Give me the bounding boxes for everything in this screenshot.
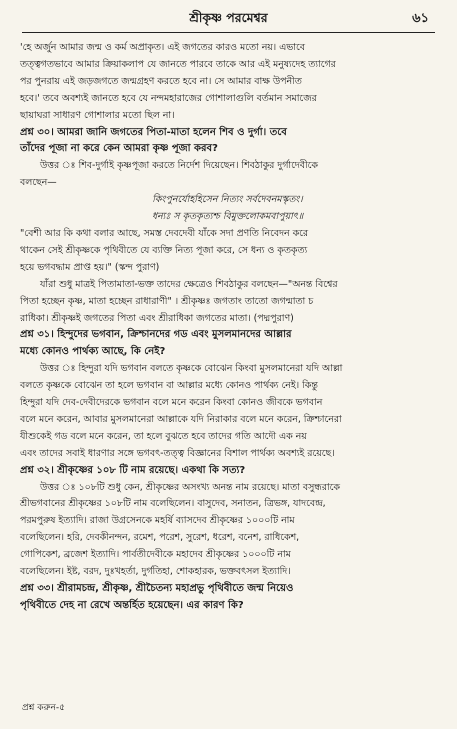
text-line: যাঁরা শুধু মাত্রই পিতামাতা-ভক্ত তাদের ক্ষেত্রেও শিবঠাকুর বলছেন—"অনন্ত বিশ্বের	[40, 278, 338, 290]
text-line: রাধিকা। শ্রীকৃষ্ণই জগতের পিতা এবং শ্রীরাধিকা জগতের মাতা। (পদ্মপুরাণ)	[20, 312, 294, 324]
question-line: প্রশ্ন ৩৩। শ্রীরামচন্দ্র, শ্রীকৃষ্ণ, শ্রীচৈতন্য মহাপ্রভু পৃথিবীতে জন্ম নিয়েও	[20, 583, 294, 594]
text-line: হয়ে ভগবদ্ধাম প্রাপ্ত হয়।" (স্কন্দ পুরাণ)	[20, 261, 160, 273]
question-line: মধ্যে কোনও পার্থক্য আছে, কি নেই?	[20, 346, 166, 358]
page-number: ৬১	[412, 11, 429, 26]
text-line: বলছেন—	[20, 177, 57, 189]
text-line: বলেছিলেন। ইষ্ট, বরদ, দুঃখহর্তা, দুর্গতিহা, শোকহারক, ভক্তবৎসল ইত্যাদি।	[20, 566, 291, 578]
text-line: বলতে কৃষ্ণকে বোঝেন তা হলে ভগবান বা আল্লার মধ্যে কোনও পার্থক্য নেই। কিন্তু	[20, 380, 318, 392]
sanskrit-verse-line: ধন্যঃ স কৃতকৃত্যশ্চ বিমুক্তলোকমবাপুয়াৎ॥	[151, 211, 304, 223]
text-line: থাকেন সেই শ্রীকৃষ্ণকে পৃথিবীতে যে ব্যক্তি নিত্য পূজা করে, সে ধন্য ও কৃতকৃত্য	[20, 244, 308, 256]
text-line: পরমপুরুষ ইত্যাদি। রাজা উগ্রসেনকে মহর্ষি ব্যাসদেব শ্রীকৃষ্ণের ১০০০টি নাম	[20, 515, 295, 527]
text-line: বলে মনে করেন, আবার মুসলমানেরা আল্লাকে যদি নিরাকার বলে মনে করেন, ক্রিশ্চানেরা	[20, 413, 342, 425]
text-line: ছায়াঘরা সাধারণ গোশালার মতো ছিল না।	[20, 109, 175, 121]
text-line: হবে।' তবে অবশ্যই জানতে হবে যে নন্দমহারাজের গোশালাগুলি বর্তমান সমাজের	[20, 92, 317, 104]
footer-signature: প্রশ্ন করুন-৫	[22, 703, 65, 713]
text-line: তত্ত্বগতভাবে আমার ক্রিয়াকলাপ যে জানতে পারবে তাকে আর এই মনুষ্যদেহ ত্যাগের	[20, 58, 336, 70]
text-line: যীশুকেই গড বলে মনে করেন, তা হলে বুঝতে হবে তাদের গতি আদৌ এক নয়	[20, 430, 307, 442]
text-line: বলেছিলেন। হরি, দেবকীনন্দন, রমেশ, পরেশ, সুরেশ, ধরেশ, বনেশ, রাধিকেশ,	[20, 532, 300, 544]
text-line: "বেশী আর কি কথা বলার আছে, সমস্ত দেবদেবী যাঁকে সদা প্রণতি নিবেদন করে	[20, 227, 309, 239]
question-line: প্রশ্ন ৩০। আমরা জানি জগতের পিতা-মাতা হলেন শিব ও দুর্গা। তবে	[20, 126, 287, 138]
text-line: পিতা হচ্ছেন কৃষ্ণ, মাতা হচ্ছেন রাধারাণী" । শ্রীকৃষ্ণঃ জগতাং তাতো জগন্মাতা চ	[20, 295, 314, 307]
text-line: শ্রীভগবানের শ্রীকৃষ্ণের ১০৮টি নাম বলেছিলেন। বাসুদেব, সনাতন, ত্রিভঙ্গ, যাদবেন্দ্র,	[20, 498, 326, 510]
question-line: তাঁদের পূজা না করে কেন আমরা কৃষ্ণ পূজা করব?	[20, 143, 218, 155]
text-line: 'হে অর্জুন আমার জন্ম ও কর্ম অপ্রাকৃত। এই জগতের কারও মতো নয়। এভাবে	[20, 42, 305, 53]
answer-line: উত্তর ঃ হিন্দুরা যদি ভগবান বলতে কৃষ্ণকে বোঝেন কিংবা মুসলমানেরা যদি আল্লা	[40, 363, 343, 375]
question-line: পৃথিবীতে দেহ না রেখে অন্তর্হিত হয়েছেন। এর কারণ কি?	[20, 599, 244, 611]
text-line: এবং তাদের সবাই ধারণার সঙ্গে ভগবৎ-তত্ত্ব বিজ্ঞানের বিশাল পার্থক্য অবশ্যই রয়েছে।	[20, 447, 335, 459]
body-text	[20, 40, 435, 615]
text-line: হিন্দুরা যদি দেব-দেবীদেরকে ভগবান বলে মনে করেন কিংবা কোনও জীবকে ভগবান	[20, 397, 323, 409]
sanskrit-verse-line: কিংপুনর্যোহহিসেন নিত্যং সর্বদেবনমস্কৃতং।	[152, 194, 303, 206]
answer-line: উত্তর ঃ ১০৮টি শুধু কেন, শ্রীকৃষ্ণের অসংখ্য অনন্ত নাম রয়েছে। মাতা বসুন্ধরাকে	[40, 481, 340, 493]
answer-line: উত্তর ঃ শিব-দুর্গাই কৃষ্ণপূজা করতে নির্দেশ দিয়েছেন। শিবঠাকুর দুর্গাদেবীকে	[40, 160, 318, 172]
question-line: প্রশ্ন ৩২। শ্রীকৃষ্ণের ১০৮ টি নাম রয়েছে। একথা কি সত্য?	[20, 464, 246, 476]
running-header-title: শ্রীকৃষ্ণ পরমেশ্বর	[189, 10, 268, 25]
text-line: গোপিকেশ, ব্রজেশ ইত্যাদি। পার্বতীদেবীকে মহাদেব শ্রীকৃষ্ণের ১০০০টি নাম	[20, 549, 291, 561]
text-line: পর পুনরায় এই জড়জগতে জন্মগ্রহণ করতে হবে না। সে আমার বাক্ষ উপনীত	[20, 75, 302, 87]
header-rule	[22, 32, 435, 33]
question-line: প্রশ্ন ৩১। হিন্দুদের ভগবান, ক্রিশ্চানদের গড এবং মুসলমানদের আল্লার	[20, 329, 292, 341]
